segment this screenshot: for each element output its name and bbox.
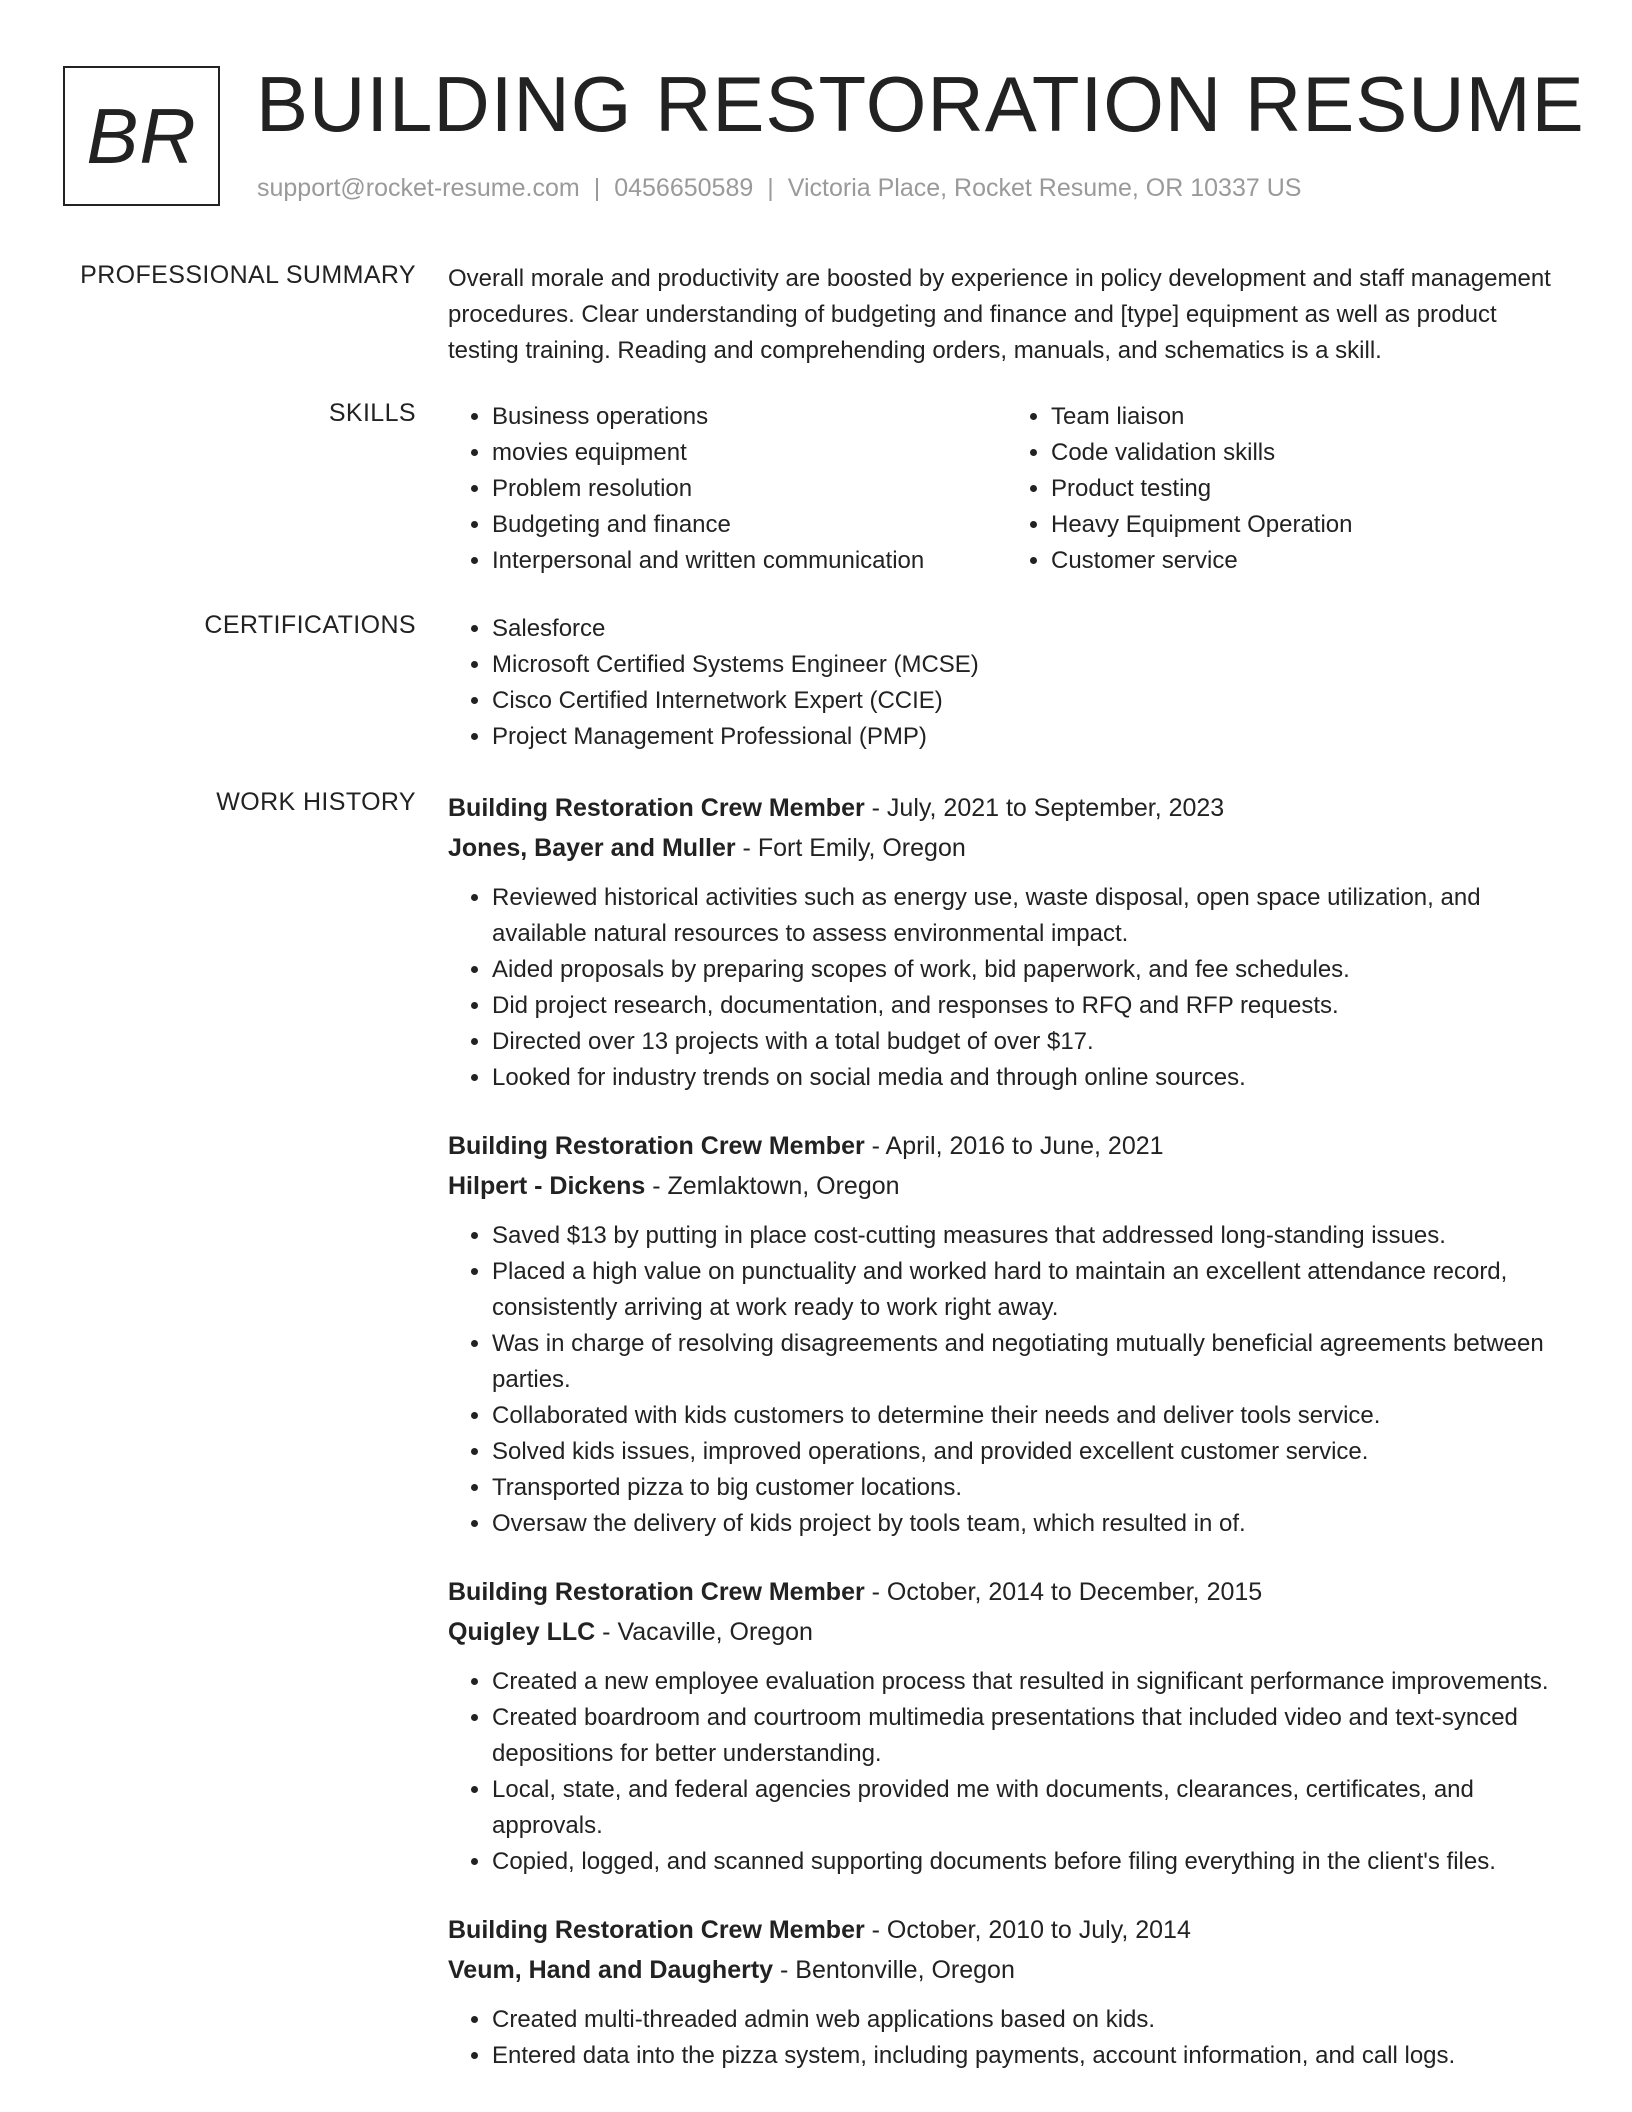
job-bullets (448, 880, 1566, 1096)
job-bullet: • Looked for industry trends on social media and through online sources. (492, 1060, 1566, 1096)
job-title-line (448, 1910, 1566, 1950)
job-dates: - April, 2016 to June, 2021 (864, 1132, 1164, 1160)
job-entry (448, 788, 1566, 1096)
section-label-skills: SKILLS (328, 399, 416, 427)
skill-item: • Customer service (1051, 543, 1566, 579)
job-company: Quigley LLC (448, 1618, 596, 1646)
skill-item: • Budgeting and finance (492, 507, 1007, 543)
job-bullet: • Collaborated with kids customers to determine their needs and deliver tools service. (492, 1398, 1566, 1434)
skill-item: • Code validation skills (1051, 435, 1566, 471)
skills-list-left (448, 399, 1007, 579)
skill-item: • Business operations (492, 399, 1007, 435)
job-bullet: • Transported pizza to big customer locations. (492, 1470, 1566, 1506)
job-bullet: • Aided proposals by preparing scopes of work, bid paperwork, and fee schedules. (492, 952, 1566, 988)
skill-item: • movies equipment (492, 435, 1007, 471)
contact-separator: | (593, 174, 601, 202)
certifications-list (448, 611, 1566, 755)
skill-item: • Product testing (1051, 471, 1566, 507)
job-bullet: • Created multi-threaded admin web applications based on kids. (492, 2002, 1566, 2038)
job-bullet: • Reviewed historical activities such as energy use, waste disposal, open space utilization, and available natural resources to assess environmental impact. (492, 880, 1566, 952)
contact-address: Victoria Place, Rocket Resume, OR 10337 US (787, 174, 1302, 202)
job-company-line (448, 1950, 1566, 1990)
skill-item: • Problem resolution (492, 471, 1007, 507)
job-bullets (448, 2002, 1566, 2074)
skill-item: • Heavy Equipment Operation (1051, 507, 1566, 543)
section-label-work-history: WORK HISTORY (216, 788, 416, 816)
job-bullet: • Directed over 13 projects with a total budget of over $17. (492, 1024, 1566, 1060)
job-title-line (448, 788, 1566, 828)
job-title-line (448, 1572, 1566, 1612)
contact-email[interactable]: support@rocket-resume.com (257, 174, 580, 202)
monogram-logo: BR (63, 66, 220, 206)
job-location: - Bentonville, Oregon (773, 1956, 1015, 1984)
job-bullet: • Copied, logged, and scanned supporting documents before filing everything in the client's files. (492, 1844, 1566, 1880)
certification-item: • Microsoft Certified Systems Engineer (MCSE) (492, 647, 1566, 683)
skill-item: • Interpersonal and written communication (492, 543, 1007, 579)
job-company-line (448, 1612, 1566, 1652)
job-bullet: • Created boardroom and courtroom multimedia presentations that included video and text-synced depositions for better understanding. (492, 1700, 1566, 1772)
job-dates: - July, 2021 to September, 2023 (864, 794, 1225, 822)
job-entry (448, 1910, 1566, 2074)
resume-title: BUILDING RESTORATION RESUME (256, 60, 1585, 148)
job-company-line (448, 1166, 1566, 1206)
contact-line (257, 174, 1301, 203)
job-company-line (448, 828, 1566, 868)
job-company: Hilpert - Dickens (448, 1172, 646, 1200)
section-label-summary: PROFESSIONAL SUMMARY (80, 261, 416, 289)
summary-text: Overall morale and productivity are boosted by experience in policy development and staff management procedures. Clear understanding of budgeting and finance and [type] equipment as well as product testing training. Reading and comprehending orders, manuals, and schematics is a skill. (448, 265, 1551, 364)
skills-body (448, 399, 1566, 579)
job-title: Building Restoration Crew Member (448, 1132, 865, 1160)
job-bullet: • Saved $13 by putting in place cost-cutting measures that addressed long-standing issues. (492, 1218, 1566, 1254)
summary-body (448, 261, 1566, 369)
job-entry (448, 1126, 1566, 1542)
job-bullet: • Entered data into the pizza system, including payments, account information, and call logs. (492, 2038, 1566, 2074)
resume-header (63, 60, 1585, 214)
certifications-body (448, 611, 1566, 755)
certification-item: • Salesforce (492, 611, 1566, 647)
job-company: Jones, Bayer and Muller (448, 834, 736, 862)
job-title: Building Restoration Crew Member (448, 1916, 865, 1944)
skill-item: • Team liaison (1051, 399, 1566, 435)
job-dates: - October, 2010 to July, 2014 (864, 1916, 1191, 1944)
job-bullet: • Placed a high value on punctuality and worked hard to maintain an excellent attendance record, consistently arriving at work ready to work right away. (492, 1254, 1566, 1326)
job-company: Veum, Hand and Daugherty (448, 1956, 774, 1984)
job-bullets (448, 1664, 1566, 1880)
job-bullet: • Did project research, documentation, and responses to RFQ and RFP requests. (492, 988, 1566, 1024)
certification-item: • Project Management Professional (PMP) (492, 719, 1566, 755)
job-location: - Fort Emily, Oregon (735, 834, 966, 862)
job-entry (448, 1572, 1566, 1880)
job-bullet: • Was in charge of resolving disagreements and negotiating mutually beneficial agreements between parties. (492, 1326, 1566, 1398)
job-location: - Zemlaktown, Oregon (645, 1172, 900, 1200)
section-label-certifications: CERTIFICATIONS (204, 611, 416, 639)
job-dates: - October, 2014 to December, 2015 (864, 1578, 1263, 1606)
job-bullets (448, 1218, 1566, 1542)
job-title-line (448, 1126, 1566, 1166)
contact-phone[interactable]: 0456650589 (614, 174, 754, 202)
job-location: - Vacaville, Oregon (595, 1618, 813, 1646)
job-title: Building Restoration Crew Member (448, 1578, 865, 1606)
contact-separator: | (767, 174, 774, 202)
certification-item: • Cisco Certified Internetwork Expert (CCIE) (492, 683, 1566, 719)
job-title: Building Restoration Crew Member (448, 794, 865, 822)
job-bullet: • Created a new employee evaluation process that resulted in significant performance improvements. (492, 1664, 1566, 1700)
job-bullet: • Oversaw the delivery of kids project by tools team, which resulted in of. (492, 1506, 1566, 1542)
skills-list-right (1007, 399, 1566, 579)
work-history-body (448, 788, 1566, 2104)
job-bullet: • Solved kids issues, improved operations, and provided excellent customer service. (492, 1434, 1566, 1470)
job-bullet: • Local, state, and federal agencies provided me with documents, clearances, certificates, and approvals. (492, 1772, 1566, 1844)
